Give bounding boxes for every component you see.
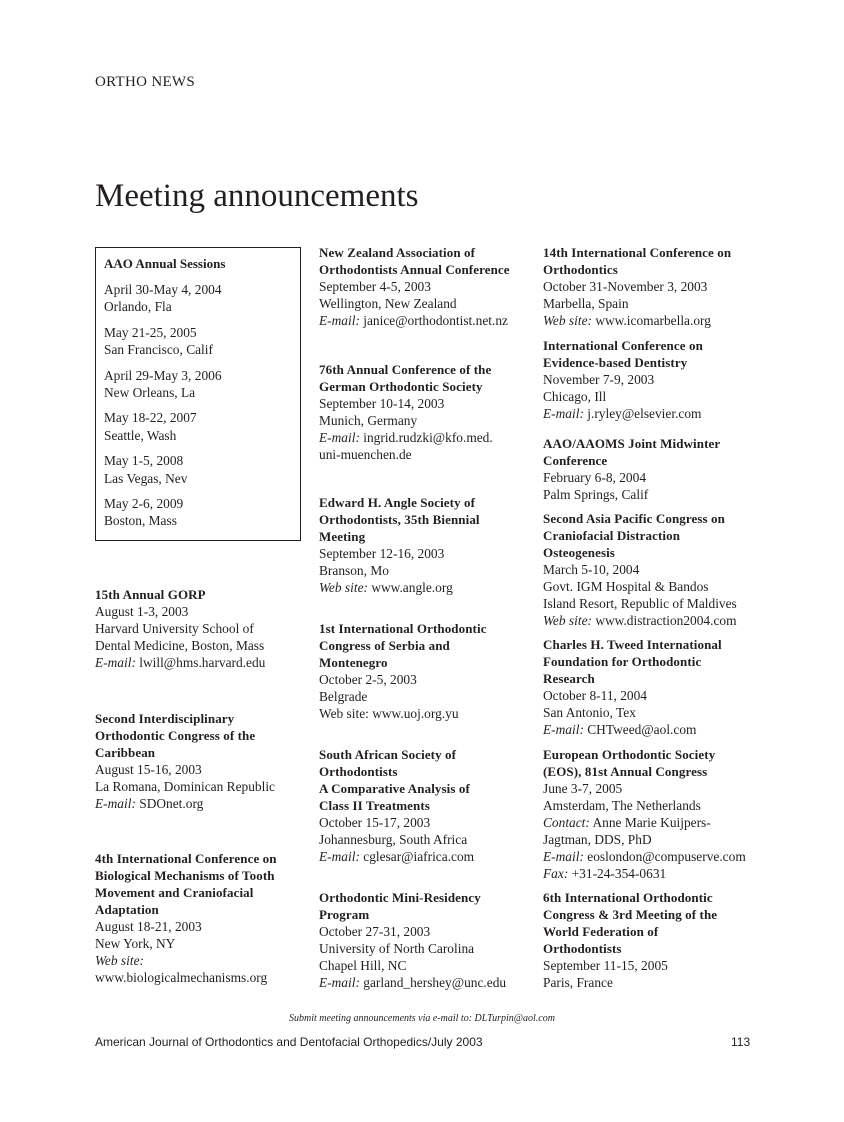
- meeting-detail-line: [319, 429, 493, 446]
- detail-label: E-mail:: [319, 430, 360, 445]
- meeting-detail-line: [319, 278, 510, 295]
- detail-value: September 12-16, 2003: [319, 546, 445, 561]
- detail-value: j.ryley@elsevier.com: [583, 406, 702, 421]
- meeting-detail-line: [319, 831, 474, 848]
- detail-label: Web site:: [319, 580, 368, 595]
- meeting-detail-line: [543, 797, 746, 814]
- detail-label: E-mail:: [543, 849, 584, 864]
- meeting-title-line: Caribbean: [95, 745, 156, 760]
- session-dates: May 1-5, 2008: [104, 453, 184, 469]
- detail-label: E-mail:: [319, 313, 360, 328]
- meeting-detail-line: [319, 940, 506, 957]
- journal-citation: American Journal of Orthodontics and Dentofacial Orthopedics/July 2003: [95, 1035, 483, 1049]
- meeting-title-line: Class II Treatments: [319, 798, 430, 813]
- detail-value: University of North Carolina: [319, 941, 475, 956]
- detail-value: Paris, France: [543, 975, 613, 990]
- meeting-detail-line: [319, 295, 510, 312]
- meeting-detail-line: [543, 578, 737, 595]
- detail-value: Dental Medicine, Boston, Mass: [95, 638, 265, 653]
- session-place: Orlando, Fla: [104, 299, 172, 315]
- detail-label: Web site:: [95, 953, 144, 968]
- meeting-detail-line: [543, 486, 720, 503]
- session-dates: April 29-May 3, 2006: [104, 367, 222, 383]
- detail-value: Chapel Hill, NC: [319, 958, 407, 973]
- meeting-title-line: 14th International Conference on: [543, 245, 732, 260]
- aao-sessions-box: [95, 247, 301, 541]
- section-label: ORTHO NEWS: [95, 74, 196, 90]
- meeting-detail-line: [543, 371, 703, 388]
- meeting-title-line: Orthodontists: [319, 764, 398, 779]
- detail-value: www.distraction2004.com: [591, 613, 737, 628]
- meeting-detail-line: [543, 278, 731, 295]
- meeting-title-line: Osteogenesis: [543, 545, 615, 560]
- meeting-title-line: Biological Mechanisms of Tooth: [95, 868, 275, 883]
- meeting-detail-line: [543, 780, 746, 797]
- detail-value: September 4-5, 2003: [319, 279, 431, 294]
- meeting-detail-line: [319, 974, 506, 991]
- meeting-title-line: European Orthodontic Society: [543, 747, 716, 762]
- meeting-detail-line: [319, 562, 480, 579]
- detail-label: Web site:: [543, 313, 592, 328]
- session-place: Boston, Mass: [104, 513, 177, 529]
- detail-value: eoslondon@compuserve.com: [583, 849, 746, 864]
- detail-label: Fax:: [543, 866, 569, 881]
- meeting-detail-line: [543, 721, 722, 738]
- meeting-detail-line: [543, 405, 703, 422]
- meeting-detail-line: [95, 778, 275, 795]
- submit-note: Submit meeting announcements via e-mail to: DLTurpin@aol.com: [289, 1013, 555, 1024]
- detail-value: Chicago, Ill: [543, 389, 607, 404]
- meeting-title-line: Charles H. Tweed International: [543, 637, 722, 652]
- meeting-title-line: World Federation of: [543, 924, 659, 939]
- meeting-title-line: Foundation for Orthodontic: [543, 654, 702, 669]
- meeting-entry: [319, 889, 506, 991]
- meeting-detail-line: [319, 671, 487, 688]
- meeting-detail-line: [319, 688, 487, 705]
- meeting-title-line: 6th International Orthodontic: [543, 890, 713, 905]
- detail-value: October 27-31, 2003: [319, 924, 431, 939]
- meeting-detail-line: [319, 923, 506, 940]
- session-place: Seattle, Wash: [104, 427, 177, 443]
- detail-value: uni-muenchen.de: [319, 447, 412, 462]
- page-number: 113: [731, 1035, 751, 1049]
- session-dates: April 30-May 4, 2004: [104, 282, 222, 297]
- detail-value: November 7-9, 2003: [543, 372, 655, 387]
- meeting-title-line: A Comparative Analysis of: [319, 781, 470, 796]
- aao-session-entry: [104, 409, 300, 444]
- meeting-entry: [543, 636, 722, 738]
- detail-value: Branson, Mo: [319, 563, 389, 578]
- detail-value: garland_hershey@unc.edu: [359, 975, 507, 990]
- detail-value: cglesar@iafrica.com: [359, 849, 475, 864]
- detail-value: La Romana, Dominican Republic: [95, 779, 275, 794]
- meeting-title-line: Second Asia Pacific Congress on: [543, 511, 725, 526]
- detail-value: Munich, Germany: [319, 413, 418, 428]
- meeting-entry: [543, 337, 703, 422]
- meeting-title-line: (EOS), 81st Annual Congress: [543, 764, 708, 779]
- meeting-title-line: Orthodontists Annual Conference: [319, 262, 510, 277]
- detail-value: September 10-14, 2003: [319, 396, 445, 411]
- meeting-detail-line: [543, 469, 720, 486]
- meeting-detail-line: [543, 814, 746, 831]
- meeting-detail-line: [543, 957, 717, 974]
- meeting-title-line: International Conference on: [543, 338, 703, 353]
- aao-entry-list: [104, 281, 300, 530]
- meeting-detail-line: [95, 969, 277, 986]
- meeting-title-line: South African Society of: [319, 747, 457, 762]
- detail-value: Wellington, New Zealand: [319, 296, 457, 311]
- meeting-title-line: Orthodontists: [543, 941, 622, 956]
- meeting-entry: [543, 244, 731, 329]
- detail-value: CHTweed@aol.com: [583, 722, 697, 737]
- meeting-detail-line: [543, 312, 731, 329]
- meeting-detail-line: [95, 795, 275, 812]
- meeting-detail-line: [319, 545, 480, 562]
- meeting-entry: [319, 620, 487, 722]
- meeting-detail-line: [319, 446, 493, 463]
- meeting-title-line: 1st International Orthodontic: [319, 621, 487, 636]
- meeting-detail-line: [319, 705, 487, 722]
- detail-value: October 8-11, 2004: [543, 688, 647, 703]
- meeting-entry: [543, 746, 746, 882]
- meeting-detail-line: [319, 412, 493, 429]
- detail-label: E-mail:: [543, 722, 584, 737]
- meeting-title-line: 76th Annual Conference of the: [319, 362, 492, 377]
- meeting-entry: [319, 746, 474, 865]
- detail-value: August 1-3, 2003: [95, 604, 189, 619]
- meeting-entry: [319, 494, 480, 596]
- meeting-detail-line: [95, 952, 277, 969]
- meeting-entry: [319, 244, 510, 329]
- session-place: New Orleans, La: [104, 385, 196, 401]
- aao-session-entry: [104, 495, 300, 530]
- detail-value: +31-24-354-0631: [568, 866, 667, 881]
- detail-value: www.icomarbella.org: [591, 313, 711, 328]
- meeting-title-line: Orthodontists, 35th Biennial: [319, 512, 480, 527]
- meeting-detail-line: [319, 579, 480, 596]
- meeting-title-line: AAO/AAOMS Joint Midwinter: [543, 436, 721, 451]
- meeting-detail-line: [543, 865, 746, 882]
- meeting-title-line: Montenegro: [319, 655, 388, 670]
- meeting-title-line: Research: [543, 671, 595, 686]
- meeting-detail-line: [543, 831, 746, 848]
- detail-value: janice@orthodontist.net.nz: [359, 313, 508, 328]
- detail-label: E-mail:: [95, 796, 136, 811]
- meeting-entry: [95, 850, 277, 986]
- meeting-detail-line: [543, 561, 737, 578]
- meeting-detail-line: [319, 814, 474, 831]
- meeting-title-line: Meeting: [319, 529, 366, 544]
- detail-value: ingrid.rudzki@kfo.med.: [359, 430, 493, 445]
- detail-label: E-mail:: [95, 655, 136, 670]
- meeting-entry: [543, 510, 737, 629]
- aao-box-title: AAO Annual Sessions: [104, 256, 226, 271]
- meeting-entry: [95, 586, 265, 671]
- detail-value: Island Resort, Republic of Maldives: [543, 596, 737, 611]
- meeting-detail-line: [543, 612, 737, 629]
- meeting-title-line: Second Interdisciplinary: [95, 711, 235, 726]
- meeting-title-line: Craniofacial Distraction: [543, 528, 681, 543]
- meeting-title-line: German Orthodontic Society: [319, 379, 483, 394]
- meeting-detail-line: [95, 637, 265, 654]
- session-dates: May 2-6, 2009: [104, 496, 184, 512]
- meeting-title-line: Orthodontic Mini-Residency: [319, 890, 481, 905]
- meeting-title-line: 4th International Conference on: [95, 851, 277, 866]
- detail-label: E-mail:: [543, 406, 584, 421]
- meeting-entry: [95, 710, 275, 812]
- meeting-detail-line: [95, 603, 265, 620]
- detail-value: March 5-10, 2004: [543, 562, 640, 577]
- session-dates: May 18-22, 2007: [104, 410, 197, 426]
- meeting-detail-line: [543, 848, 746, 865]
- meeting-title-line: 15th Annual GORP: [95, 587, 206, 602]
- meeting-detail-line: [95, 761, 275, 778]
- detail-value: October 15-17, 2003: [319, 815, 431, 830]
- meeting-title-line: Evidence-based Dentistry: [543, 355, 688, 370]
- session-place: Las Vegas, Nev: [104, 470, 188, 486]
- meeting-title-line: Congress & 3rd Meeting of the: [543, 907, 718, 922]
- detail-value: lwill@hms.harvard.edu: [135, 655, 266, 670]
- meeting-title-line: Edward H. Angle Society of: [319, 495, 476, 510]
- meeting-title-line: Program: [319, 907, 370, 922]
- detail-value: August 15-16, 2003: [95, 762, 202, 777]
- meeting-title-line: Orthodontic Congress of the: [95, 728, 256, 743]
- meeting-title-line: Congress of Serbia and: [319, 638, 450, 653]
- meeting-detail-line: [543, 974, 717, 991]
- meeting-detail-line: [543, 687, 722, 704]
- detail-value: New York, NY: [95, 936, 176, 951]
- detail-value: SDOnet.org: [135, 796, 204, 811]
- detail-value: Amsterdam, The Netherlands: [543, 798, 701, 813]
- meeting-detail-line: [319, 848, 474, 865]
- meeting-detail-line: [95, 918, 277, 935]
- detail-value: Palm Springs, Calif: [543, 487, 649, 502]
- meeting-detail-line: [95, 935, 277, 952]
- detail-value: October 2-5, 2003: [319, 672, 417, 687]
- detail-value: August 18-21, 2003: [95, 919, 202, 934]
- detail-label: Contact:: [543, 815, 590, 830]
- meeting-detail-line: [543, 595, 737, 612]
- detail-value: www.biologicalmechanisms.org: [95, 970, 268, 985]
- detail-value: September 11-15, 2005: [543, 958, 668, 973]
- detail-value: Johannesburg, South Africa: [319, 832, 468, 847]
- session-dates: May 21-25, 2005: [104, 324, 197, 340]
- meeting-entry: [543, 435, 720, 503]
- meeting-detail-line: [543, 388, 703, 405]
- session-place: San Francisco, Calif: [104, 342, 213, 358]
- detail-value: Belgrade: [319, 689, 368, 704]
- detail-label: E-mail:: [319, 975, 360, 990]
- meeting-detail-line: [543, 704, 722, 721]
- detail-value: Web site: www.uoj.org.yu: [319, 706, 459, 721]
- meeting-title-line: Adaptation: [95, 902, 159, 917]
- meeting-detail-line: [543, 295, 731, 312]
- detail-value: Govt. IGM Hospital & Bandos: [543, 579, 709, 594]
- meeting-title-line: New Zealand Association of: [319, 245, 476, 260]
- detail-value: Harvard University School of: [95, 621, 254, 636]
- detail-value: February 6-8, 2004: [543, 470, 647, 485]
- detail-value: June 3-7, 2005: [543, 781, 623, 796]
- detail-value: Jagtman, DDS, PhD: [543, 832, 652, 847]
- detail-value: Anne Marie Kuijpers-: [589, 815, 711, 830]
- detail-label: Web site:: [543, 613, 592, 628]
- aao-session-entry: [104, 367, 300, 402]
- meeting-detail-line: [319, 957, 506, 974]
- meeting-title-line: Movement and Craniofacial: [95, 885, 254, 900]
- meeting-title-line: Conference: [543, 453, 608, 468]
- meeting-detail-line: [95, 654, 265, 671]
- page-title: Meeting announcements: [95, 178, 419, 214]
- meeting-detail-line: [319, 312, 510, 329]
- aao-session-entry: [104, 281, 300, 316]
- detail-value: Marbella, Spain: [543, 296, 629, 311]
- meeting-detail-line: [95, 620, 265, 637]
- detail-value: www.angle.org: [367, 580, 453, 595]
- meeting-entry: [319, 361, 493, 463]
- meeting-detail-line: [319, 395, 493, 412]
- detail-value: San Antonio, Tex: [543, 705, 636, 720]
- detail-value: October 31-November 3, 2003: [543, 279, 708, 294]
- meeting-entry: [543, 889, 717, 991]
- detail-label: E-mail:: [319, 849, 360, 864]
- aao-session-entry: [104, 452, 300, 487]
- aao-session-entry: [104, 324, 300, 359]
- meeting-title-line: Orthodontics: [543, 262, 618, 277]
